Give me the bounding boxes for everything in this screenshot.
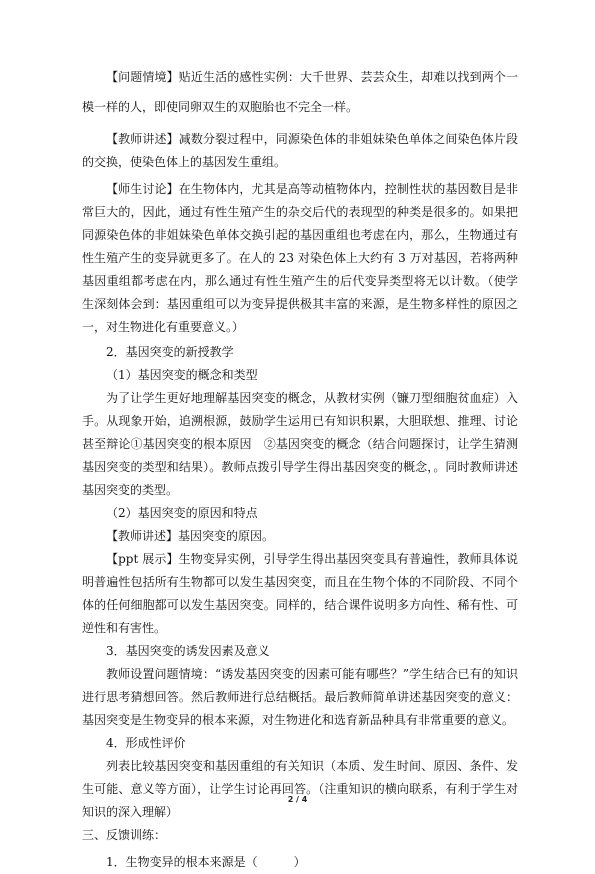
heading-text: 3．基因突变的诱发因素及意义: [106, 644, 270, 658]
paragraph-tag: 【教师讲述】: [106, 132, 179, 146]
subheading-mutation-cause: [82, 502, 518, 525]
document-body: [82, 62, 518, 874]
section-heading-feedback: [82, 824, 518, 847]
heading-text: 三、反馈训练：: [82, 828, 167, 842]
paragraph-problem-situation: [82, 62, 518, 122]
paragraph-formative-eval: [82, 755, 518, 824]
paragraph-text: 教师设置问题情境：“诱发基因突变的因素可能有哪些？”学生结合已有的知识进行思考猜想回答。然后教师进行总结概括。最后教师简单讲述基因突变的意义：基因突变是生物变异的根本来源，对生物进化和选育新品种具有非常重要的意义。: [82, 667, 518, 727]
paragraph-text: 列表比较基因突变和基因重组的有关知识（本质、发生时间、原因、条件、发生可能、意义等方面），让学生讨论再回答。（注重知识的横向联系，有利于学生对知识的深入理解）: [82, 759, 518, 819]
heading-text: （1）基因突变的概念和类型: [106, 368, 258, 382]
paragraph-teacher-explain-1: [82, 128, 518, 174]
paragraph-mutation-concept: [82, 387, 518, 502]
section-heading-mutation-factors: [82, 640, 518, 663]
section-heading-mutation-teaching: [82, 341, 518, 364]
paragraph-tag: 【师生讨论】: [106, 182, 179, 196]
paragraph-tag: 【ppt 展示】: [106, 552, 179, 566]
heading-text: （2）基因突变的原因和特点: [106, 506, 258, 520]
paragraph-text: 在生物体内，尤其是高等动植物体内，控制性状的基因数目是非常巨大的，因此，通过有性生殖产生的杂交后代的表现型的种类是很多的。如果把同源染色体的非姐妹染色单体交换引起的基因重组也考虑在内，那么，生物通过有性生殖产生的变异就更多了。在人的 23 对染色体上大约有 3 万对基因，若将两种基因重组都考虑在内，那么通过有性生殖产生的后代变异类型将无以计数。（使学生深刻体会到：基因重组可以为变异提供极其丰富的来源，是生物多样性的原因之一，对生物进化有重要意义。）: [82, 182, 518, 334]
paragraph-text: 减数分裂过程中，同源染色体的非姐妹染色单体之间染色体片段的交换，使染色体上的基因发生重组。: [82, 132, 518, 169]
paragraph-text: 为了让学生更好地理解基因突变的概念，从教材实例（镰刀型细胞贫血症）入手。从现象开始，追溯根源，鼓励学生运用已有知识积累，大胆联想、推理、讨论甚至辩论①基因突变的根本原因 ②基因突变的概念（结合问题探讨，让学生猜测基因突变的类型和结果）。教师点拨引导学生得出基因突变的概念，。同时教师讲述基因突变的类型。: [82, 391, 518, 497]
question-1: [82, 851, 518, 874]
heading-text: 4．形成性评价: [106, 736, 186, 750]
page-number: 2 / 4: [287, 795, 308, 804]
subheading-mutation-concept: [82, 364, 518, 387]
paragraph-text: 贴近生活的感性实例：大千世界、芸芸众生，却难以找到两个一模一样的人，即使同卵双生的双胞胎也不完全一样。: [82, 70, 518, 114]
paragraph-tag: 【问题情境】: [106, 70, 179, 84]
paragraph-discussion: [82, 178, 518, 339]
paragraph-text: 基因突变的原因。: [178, 529, 275, 543]
paragraph-ppt-show: [82, 548, 518, 640]
question-text: 1．生物变异的根本来源是（ ）: [106, 855, 306, 869]
paragraph-tag: 【教师讲述】: [106, 529, 179, 543]
paragraph-teacher-explain-2: [82, 525, 518, 548]
paragraph-mutation-factors: [82, 663, 518, 732]
section-heading-formative-eval: [82, 732, 518, 755]
heading-text: 2．基因突变的新授教学: [106, 345, 234, 359]
paragraph-text: 生物变异实例，引导学生得出基因突变具有普遍性，教师具体说明普遍性包括所有生物都可以发生基因突变，而且在生物个体的不同阶段、不同个体的任何细胞都可以发生基因突变。同样的，结合课件说明多方向性、稀有性、可逆性和有害性。: [82, 552, 518, 635]
